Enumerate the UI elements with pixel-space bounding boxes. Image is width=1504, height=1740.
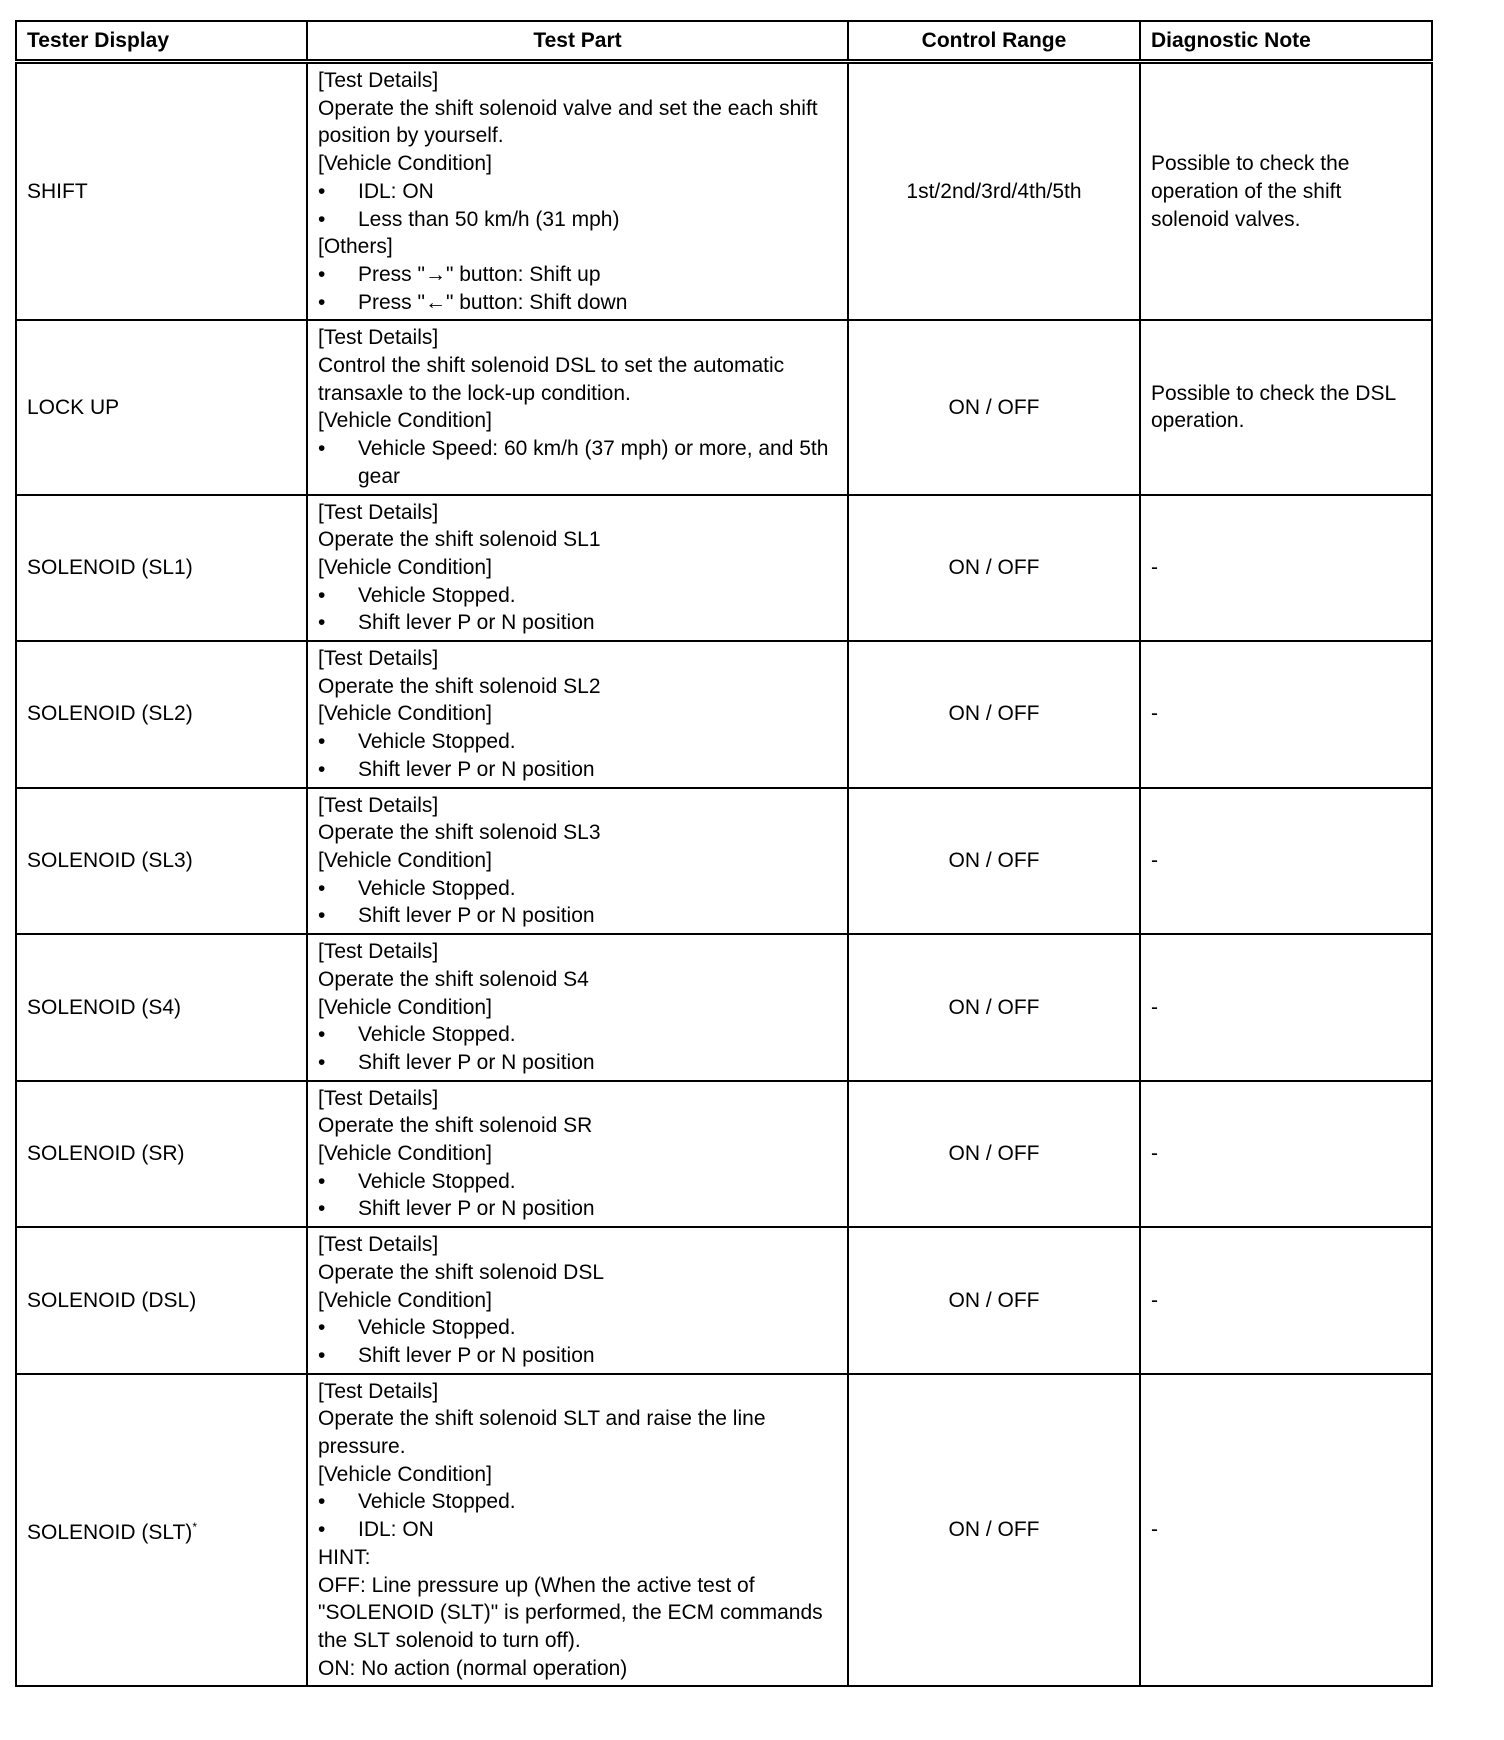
test-part-line: Operate the shift solenoid SR (318, 1114, 593, 1138)
bullet-text: Shift lever P or N position (358, 1343, 595, 1367)
test-part-cell (307, 1227, 848, 1374)
bullet-text: Vehicle Stopped. (358, 583, 516, 607)
table-row (16, 62, 1432, 321)
test-part-line: [Test Details] (318, 69, 439, 92)
tester-display-cell (16, 320, 307, 494)
diagnostic-note-cell: - (1140, 934, 1432, 1081)
control-range-cell: 1st/2nd/3rd/4th/5th (848, 62, 1140, 321)
tester-display-cell (16, 934, 307, 1081)
tester-display-cell (16, 1081, 307, 1228)
bullet-text: Press "→" button: Shift up (358, 262, 601, 286)
bullet-item (318, 1516, 837, 1544)
bullet-item (318, 1488, 837, 1516)
tester-display-text: SOLENOID (DSL) (27, 1288, 197, 1312)
test-part-line: [Vehicle Condition] (318, 555, 492, 579)
bullet-icon: • (318, 730, 326, 754)
table-row (16, 934, 1432, 1081)
tester-display-cell (16, 788, 307, 935)
test-part-line: HINT: (318, 1545, 371, 1569)
active-test-table (15, 20, 1433, 1687)
table-row (16, 1081, 1432, 1228)
bullet-text: Shift lever P or N position (358, 904, 595, 928)
test-part-line: [Test Details] (318, 326, 439, 350)
header-test-part: Test Part (307, 21, 848, 62)
header-control-range: Control Range (848, 21, 1140, 62)
test-part-line: [Test Details] (318, 940, 439, 964)
test-part-cell (307, 1081, 848, 1228)
test-part-line: Operate the shift solenoid SL1 (318, 528, 601, 552)
tester-display-cell (16, 1374, 307, 1687)
bullet-item (318, 261, 837, 289)
tester-display-text: SOLENOID (SLT) (27, 1520, 193, 1544)
bullet-icon: • (318, 262, 326, 286)
test-part-cell (307, 1374, 848, 1687)
diagnostic-note-cell: - (1140, 788, 1432, 935)
bullet-item (318, 206, 837, 234)
test-part-line: Operate the shift solenoid S4 (318, 967, 589, 991)
test-part-line: [Test Details] (318, 793, 439, 817)
bullet-text: Press "←" button: Shift down (358, 290, 628, 314)
test-part-line: [Vehicle Condition] (318, 409, 492, 433)
test-part-line: [Vehicle Condition] (318, 1288, 492, 1312)
test-part-line: Control the shift solenoid DSL to set the automatic transaxle to the lock-up condition. (318, 354, 785, 405)
bullet-item (318, 1314, 837, 1342)
bullet-icon: • (318, 583, 326, 607)
table-row (16, 320, 1432, 494)
test-part-line: Operate the shift solenoid SL2 (318, 674, 601, 698)
bullet-icon: • (318, 611, 326, 635)
bullet-icon: • (318, 1518, 326, 1542)
test-part-cell (307, 62, 848, 321)
bullet-icon: • (318, 1490, 326, 1514)
tester-display-text: LOCK UP (27, 395, 120, 419)
bullet-text: Vehicle Stopped. (358, 1490, 516, 1514)
tester-display-text: SOLENOID (SL1) (27, 555, 193, 579)
test-part-cell (307, 320, 848, 494)
bullet-text: IDL: ON (358, 179, 434, 203)
bullet-item (318, 1342, 837, 1370)
bullet-item (318, 1021, 837, 1049)
test-part-line: [Vehicle Condition] (318, 152, 492, 176)
bullet-icon: • (318, 876, 326, 900)
bullet-item (318, 902, 837, 930)
bullet-icon: • (318, 437, 326, 461)
bullet-text: Vehicle Speed: 60 km/h (37 mph) or more, and 5th gear (358, 437, 829, 488)
control-range-cell: ON / OFF (848, 1227, 1140, 1374)
bullet-icon: • (318, 1197, 326, 1221)
control-range-cell: ON / OFF (848, 1081, 1140, 1228)
bullet-icon: • (318, 1316, 326, 1340)
header-diagnostic-note: Diagnostic Note (1140, 21, 1432, 62)
bullet-item (318, 1195, 837, 1223)
bullet-item (318, 582, 837, 610)
bullet-item (318, 728, 837, 756)
table-body (16, 62, 1432, 1687)
bullet-text: IDL: ON (358, 1518, 434, 1542)
test-part-line: [Test Details] (318, 1233, 439, 1257)
bullet-icon: • (318, 904, 326, 928)
bullet-icon: • (318, 1050, 326, 1074)
test-part-line: OFF: Line pressure up (When the active test of "SOLENOID (SLT)" is performed, the ECM commands the SLT solenoid to turn off). (318, 1573, 823, 1652)
control-range-cell: ON / OFF (848, 641, 1140, 788)
bullet-item (318, 289, 837, 317)
test-part-line: Operate the shift solenoid valve and set the each shift position by yourself. (318, 96, 818, 148)
bullet-item (318, 875, 837, 903)
table-row (16, 788, 1432, 935)
diagnostic-note-cell: Possible to check the DSL operation. (1140, 320, 1432, 494)
header-tester-display: Tester Display (16, 21, 307, 62)
test-part-line: Operate the shift solenoid DSL (318, 1260, 605, 1284)
bullet-icon: • (318, 290, 326, 314)
bullet-item (318, 1168, 837, 1196)
test-part-line: [Vehicle Condition] (318, 848, 492, 872)
bullet-text: Less than 50 km/h (31 mph) (358, 207, 620, 231)
table-row (16, 1374, 1432, 1687)
document-page (15, 20, 1431, 1687)
control-range-cell: ON / OFF (848, 788, 1140, 935)
diagnostic-note-cell: - (1140, 495, 1432, 642)
test-part-line: [Vehicle Condition] (318, 1142, 492, 1166)
bullet-text: Vehicle Stopped. (358, 876, 516, 900)
test-part-line: [Vehicle Condition] (318, 995, 492, 1019)
diagnostic-note-cell: Possible to check the operation of the shift solenoid valves. (1140, 62, 1432, 321)
bullet-text: Vehicle Stopped. (358, 1169, 516, 1193)
diagnostic-note-cell: - (1140, 1081, 1432, 1228)
bullet-icon: • (318, 1023, 326, 1047)
control-range-cell: ON / OFF (848, 1374, 1140, 1687)
header-row (16, 21, 1432, 62)
bullet-icon: • (318, 1169, 326, 1193)
bullet-item (318, 435, 837, 490)
control-range-cell: ON / OFF (848, 934, 1140, 1081)
tester-display-text: SOLENOID (SR) (27, 1142, 185, 1166)
test-part-line: [Test Details] (318, 500, 439, 524)
tester-display-text: SOLENOID (SL2) (27, 702, 193, 726)
test-part-line: Operate the shift solenoid SLT and raise the line pressure. (318, 1407, 766, 1459)
table-row (16, 1227, 1432, 1374)
tester-display-cell (16, 495, 307, 642)
test-part-cell (307, 788, 848, 935)
tester-display-text: SOLENOID (S4) (27, 995, 182, 1019)
bullet-text: Shift lever P or N position (358, 1050, 595, 1074)
bullet-icon: • (318, 1343, 326, 1367)
bullet-text: Shift lever P or N position (358, 611, 595, 635)
diagnostic-note-cell: - (1140, 1374, 1432, 1687)
bullet-icon: • (318, 757, 326, 781)
test-part-line: ON: No action (normal operation) (318, 1656, 628, 1680)
tester-display-cell (16, 1227, 307, 1374)
control-range-cell: ON / OFF (848, 320, 1140, 494)
tester-display-cell (16, 641, 307, 788)
table-row (16, 641, 1432, 788)
diagnostic-note-cell: - (1140, 641, 1432, 788)
test-part-cell (307, 641, 848, 788)
bullet-text: Vehicle Stopped. (358, 730, 516, 754)
test-part-line: [Test Details] (318, 647, 439, 671)
bullet-item (318, 178, 837, 206)
control-range-cell: ON / OFF (848, 495, 1140, 642)
table-row (16, 495, 1432, 642)
bullet-item (318, 1049, 837, 1077)
test-part-line: Operate the shift solenoid SL3 (318, 821, 601, 845)
bullet-icon: • (318, 207, 326, 231)
tester-display-cell (16, 62, 307, 321)
bullet-text: Shift lever P or N position (358, 1197, 595, 1221)
test-part-cell (307, 934, 848, 1081)
footnote-marker: * (192, 1519, 197, 1534)
tester-display-text: SHIFT (27, 179, 88, 203)
test-part-cell (307, 495, 848, 642)
bullet-text: Shift lever P or N position (358, 757, 595, 781)
test-part-line: [Test Details] (318, 1086, 439, 1110)
bullet-text: Vehicle Stopped. (358, 1316, 516, 1340)
test-part-line: [Vehicle Condition] (318, 702, 492, 726)
test-part-line: [Vehicle Condition] (318, 1462, 492, 1486)
tester-display-text: SOLENOID (SL3) (27, 848, 193, 872)
test-part-line: [Test Details] (318, 1379, 439, 1403)
diagnostic-note-cell: - (1140, 1227, 1432, 1374)
bullet-item (318, 609, 837, 637)
bullet-item (318, 756, 837, 784)
bullet-text: Vehicle Stopped. (358, 1023, 516, 1047)
test-part-line: [Others] (318, 235, 393, 259)
bullet-icon: • (318, 179, 326, 203)
